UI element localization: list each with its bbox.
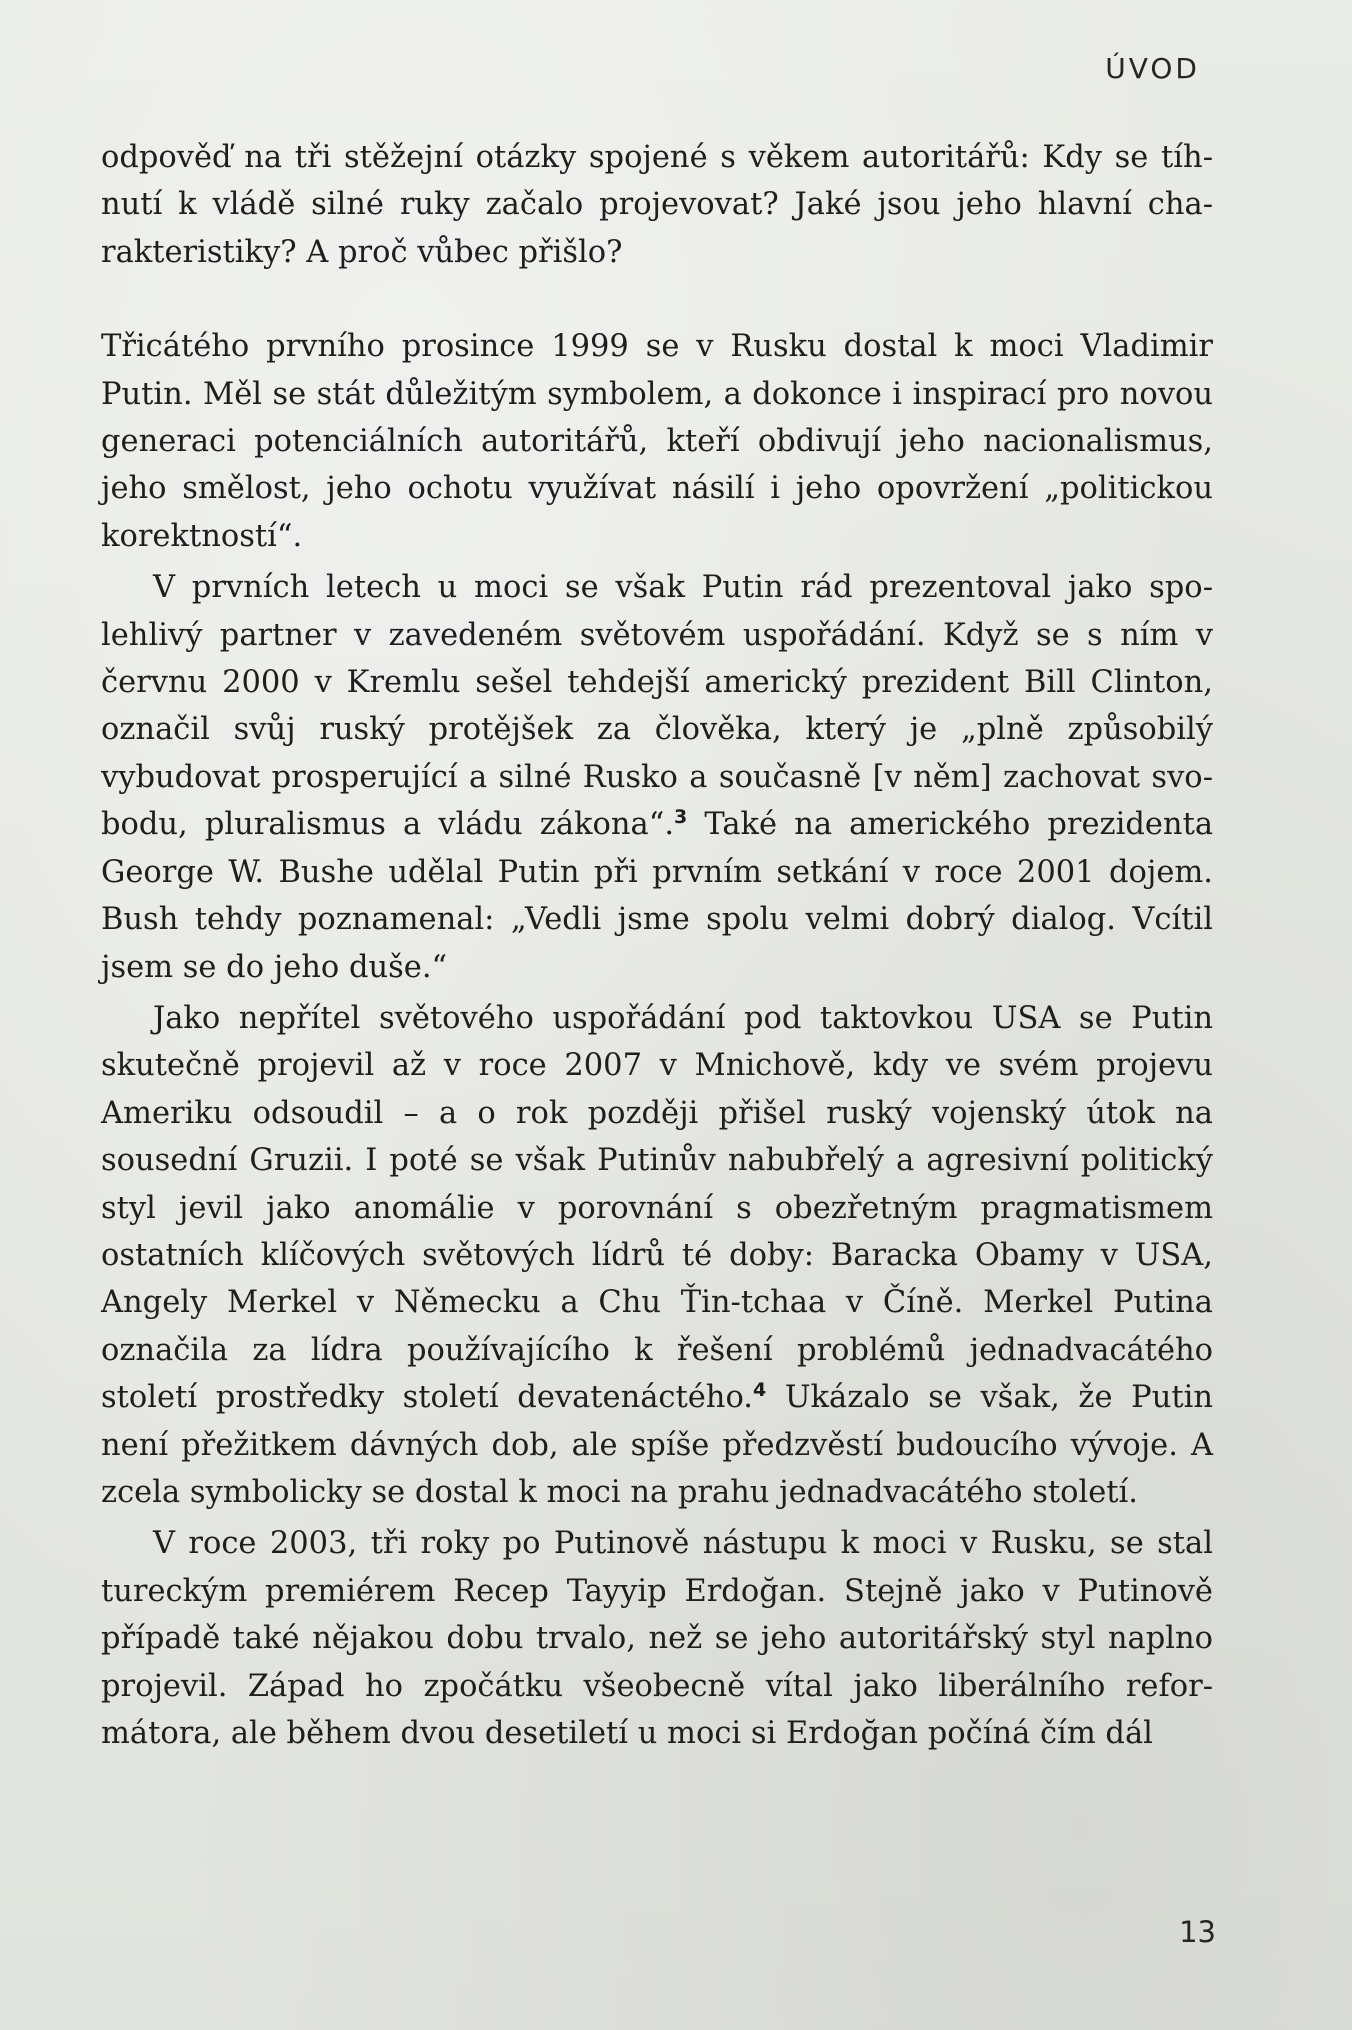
running-head: ÚVOD <box>1105 52 1200 85</box>
body-text <box>101 134 1213 1757</box>
paragraph-putin-early-years <box>101 564 1213 991</box>
footnote-marker[interactable]: 3 <box>674 806 688 829</box>
paragraph-text: V roce 2003, tři roky po Putinově nástupu k moci v Rusku, se stal tureckým premiérem Recep Tayyip Erdoğan. Stejně jako v Putinově případě také nějakou dobu trvalo, než se jeho autoritářský styl naplno projevil. Západ ho zpočátku všeobecně vítal jako liberálního reformátora, ale během dvou desetiletí u moci si Erdoğan počíná čím dál <box>101 1526 1213 1751</box>
paragraph-erdogan <box>101 1520 1213 1757</box>
footnote-marker[interactable]: 4 <box>752 1379 767 1401</box>
paragraph-intro <box>101 134 1213 276</box>
paragraph-putin-enemy <box>101 995 1213 1516</box>
paragraph-text: Také na amerického prezidenta George W. Bushe udělal Putin při prvním setkání v roce 2001 dojem. Bush tehdy poznamenal: „Vedli jsme spolu velmi dobrý dialog. Vcítil jsem se do jeho duše.“ <box>101 807 1214 985</box>
page-number: 13 <box>1179 1915 1216 1949</box>
paragraph-putin-rise <box>101 323 1213 560</box>
paragraph-text: Jako nepřítel světového uspořádání pod taktovkou USA se Putin skutečně projevil až v roce 2007 v Mnichově, kdy ve svém projevu Ameriku odsoudil – a o rok později přišel ruský vojenský útok na sousední Gruzii. I poté se však Putinův nabubřelý a agresivní politický styl jevil jako anomálie v porovnání s obezřetným pragmatismem ostatních klíčových světových lídrů té doby: Baracka Obamy v USA, Angely Merkel v Německu a Chu Ťin-tchaa v Číně. Merkel Putina označila za lídra používajícího k řešení problémů jednadvacátého století prostředky století devatenáctého. <box>101 1000 1213 1416</box>
paragraph-text: V prvních letech u moci se však Putin rád prezentoval jako spolehlivý partner v zavedeném světovém uspořádání. Když se s ním v červnu 2000 v Kremlu sešel tehdejší americký prezident Bill Clinton, označil svůj ruský protějšek za člověka, který je „plně způsobilý vybudovat prosperující a silné Rusko a současně [v něm] zachovat svobodu, pluralismus a vládu zákona“. <box>101 570 1213 843</box>
paragraph-text: odpověď na tři stěžejní otázky spojené s věkem autoritářů: Kdy se tíhnutí k vládě silné ruky začalo projevovat? Jaké jsou jeho hlavní charakteristiky? A proč vůbec přišlo? <box>101 140 1213 270</box>
paragraph-text: Ukázalo se však, že Putin není přežitkem dávných dob, ale spíše předzvěstí budoucího vývoje. A zcela symbolicky se dostal k moci na prahu jednadvacátého století. <box>101 1380 1213 1510</box>
paragraph-text: Třicátého prvního prosince 1999 se v Rusku dostal k moci Vladimir Putin. Měl se stát důležitým symbolem, a dokonce i inspirací pro novou generaci potenciálních autoritářů, kteří obdivují jeho nacionalismus, jeho smělost, jeho ochotu využívat násilí i jeho opovržení „politickou korektností“. <box>101 329 1213 554</box>
